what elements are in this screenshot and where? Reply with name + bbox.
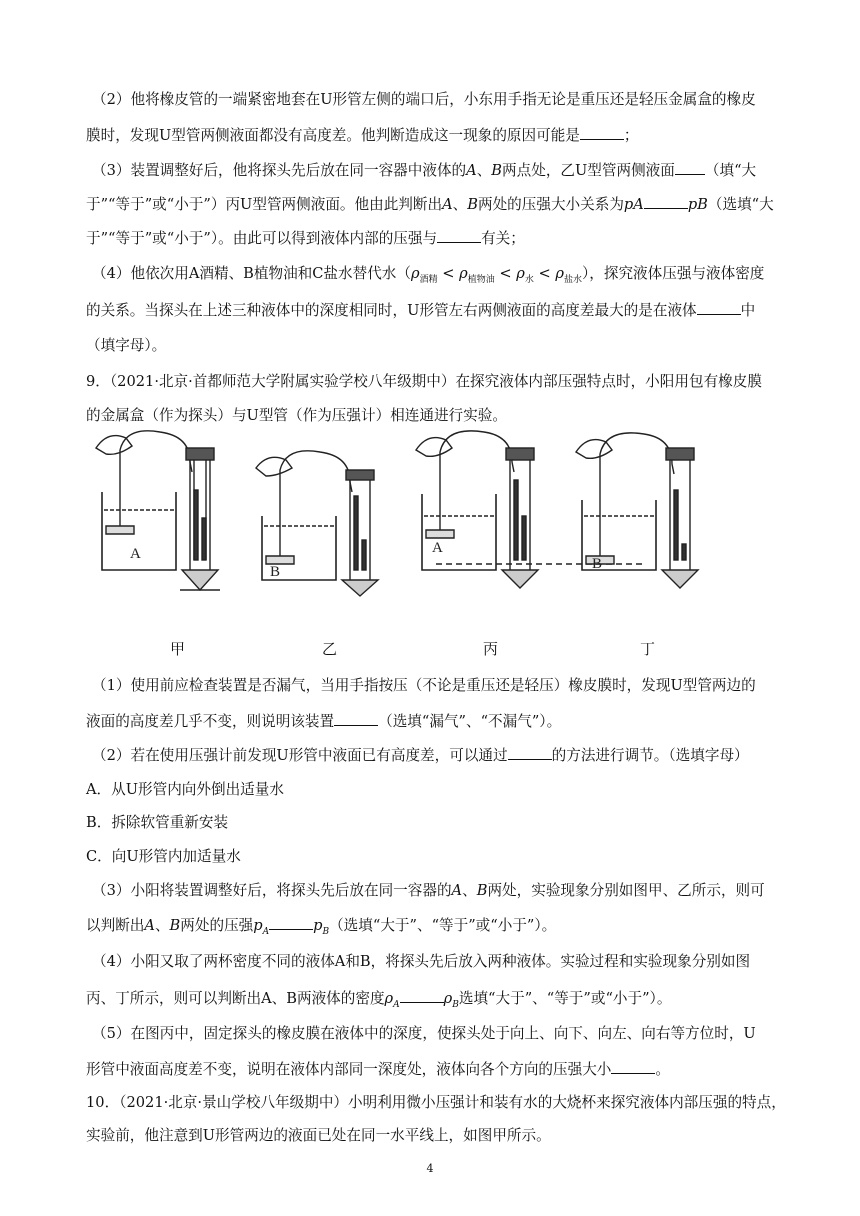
figure-label-bing: 丙 bbox=[483, 640, 499, 658]
q8-3-line3: 于”“等于”或“小于”）。由此可以得到液体内部的压强与 有关； bbox=[86, 230, 525, 247]
answer-blank[interactable] bbox=[675, 160, 705, 175]
beaker-label-a: A bbox=[130, 546, 141, 562]
answer-blank[interactable] bbox=[611, 1059, 655, 1074]
q9-1-line1: （1）使用前应检查装置是否漏气，当用手指按压（不论是重压还是轻压）橡皮膜时，发现U型管两边的 bbox=[92, 677, 756, 694]
q8-2-line2: 膜时，发现U型管两侧液面都没有高度差。他判断造成这一现象的原因可能是 ； bbox=[86, 127, 639, 144]
q9-option-b: B．拆除软管重新安装 bbox=[86, 814, 229, 831]
q9-stem-line1: 9．（2021·北京·首都师范大学附属实验学校八年级期中）在探究液体内部压强特点时，小阳用包有橡皮膜 bbox=[86, 373, 762, 390]
figure-label-yi: 乙 bbox=[322, 640, 338, 658]
answer-blank[interactable] bbox=[400, 988, 444, 1003]
q9-4-line1: （4）小阳又取了两杯密度不同的液体A和B，将探头先后放入两种液体。实验过程和实验现象分别如图 bbox=[92, 953, 751, 970]
q10-stem-line1: 10．（2021·北京·景山学校八年级期中）小明利用微小压强计和装有水的大烧杯来探究液体内部压强的特点， bbox=[86, 1094, 786, 1111]
hand-icon bbox=[576, 440, 612, 459]
beaker-label-b: B bbox=[270, 564, 281, 580]
q9-option-a: A．从U形管内向外倒出适量水 bbox=[86, 781, 284, 798]
q9-option-c: C．向U形管内加适量水 bbox=[86, 848, 241, 865]
q9-3-line1: （3）小阳将装置调整好后，将探头先后放在同一容器的A、B两处，实验现象分别如图甲、乙所示，则可 bbox=[92, 882, 765, 899]
q9-stem-line2: 的金属盒（作为探头）与U型管（作为压强计）相连通进行实验。 bbox=[86, 407, 507, 424]
hand-icon bbox=[416, 438, 452, 457]
answer-blank[interactable] bbox=[508, 745, 552, 760]
setup-yi bbox=[256, 451, 378, 596]
hand-icon bbox=[256, 457, 292, 476]
q8-4-line3: （填字母）。 bbox=[86, 337, 167, 354]
figure-label-jia: 甲 bbox=[170, 640, 186, 658]
q8-2-line1: （2）他将橡皮管的一端紧密地套在U形管左侧的端口后，小东用手指无论是重压还是轻压金属盒的橡皮 bbox=[92, 91, 756, 108]
q9-1-line2: 液面的高度差几乎不变，则说明该装置 （选填“漏气”、“不漏气”）。 bbox=[86, 713, 562, 730]
q9-4-line2: 丙、丁所示，则可以判断出A、B两液体的密度$\rho_A$ $\rho_B$选填“大于”、“等于”或“小于”）。 bbox=[86, 990, 672, 1010]
q8-4-line2: 的关系。当探头在上述三种液体中的深度相同时，U形管左右两侧液面的高度差最大的是在液体 中 bbox=[86, 302, 756, 319]
setup-jia bbox=[96, 431, 220, 590]
setup-ding bbox=[576, 433, 698, 588]
pressure-gauge-figure bbox=[86, 420, 786, 650]
figure-label-ding: 丁 bbox=[640, 640, 656, 658]
answer-blank[interactable] bbox=[269, 915, 313, 930]
beaker-label-b2: B bbox=[592, 556, 603, 572]
answer-blank[interactable] bbox=[334, 711, 378, 726]
q8-3-line2: 于”“等于”或“小于”）丙U型管两侧液面。他由此判断出A、B两处的压强大小关系为pA pB（选填“大 bbox=[86, 196, 774, 213]
q9-2-line: （2）若在使用压强计前发现U形管中液面已有高度差，可以通过 的方法进行调节。（选填字母） bbox=[92, 747, 749, 764]
q8-4-line1: （4）他依次用A酒精、B植物油和C盐水替代水$(\rho_{酒精} < \rho_{植物油} < \rho_水 < \rho_{盐水})$，探究液体压强与液体密度 bbox=[92, 265, 765, 285]
answer-blank[interactable] bbox=[580, 125, 624, 140]
beaker-label-a2: A bbox=[432, 540, 443, 556]
page-number: 4 bbox=[426, 1162, 434, 1175]
q9-5-line2: 形管中液面高度差不变，说明在液体内部同一深度处，液体向各个方向的压强大小 。 bbox=[86, 1061, 670, 1078]
q9-5-line1: （5）在图丙中，固定探头的橡皮膜在液体中的深度，使探头处于向上、向下、向左、向右等方位时，U bbox=[92, 1025, 756, 1042]
answer-blank[interactable] bbox=[697, 300, 741, 315]
q10-stem-line2: 实验前，他注意到U形管两边的液面已处在同一水平线上，如图甲所示。 bbox=[86, 1127, 551, 1144]
answer-blank[interactable] bbox=[644, 194, 688, 209]
answer-blank[interactable] bbox=[437, 228, 481, 243]
q9-3-line2: 以判断出A、B两处的压强$p_A$ $p_B$（选填“大于”、“等于”或“小于”）。 bbox=[86, 917, 557, 937]
q8-3-line1: （3）装置调整好后，他将探头先后放在同一容器中液体的A、B两点处，乙U型管两侧液面 （填“大 bbox=[92, 162, 757, 179]
